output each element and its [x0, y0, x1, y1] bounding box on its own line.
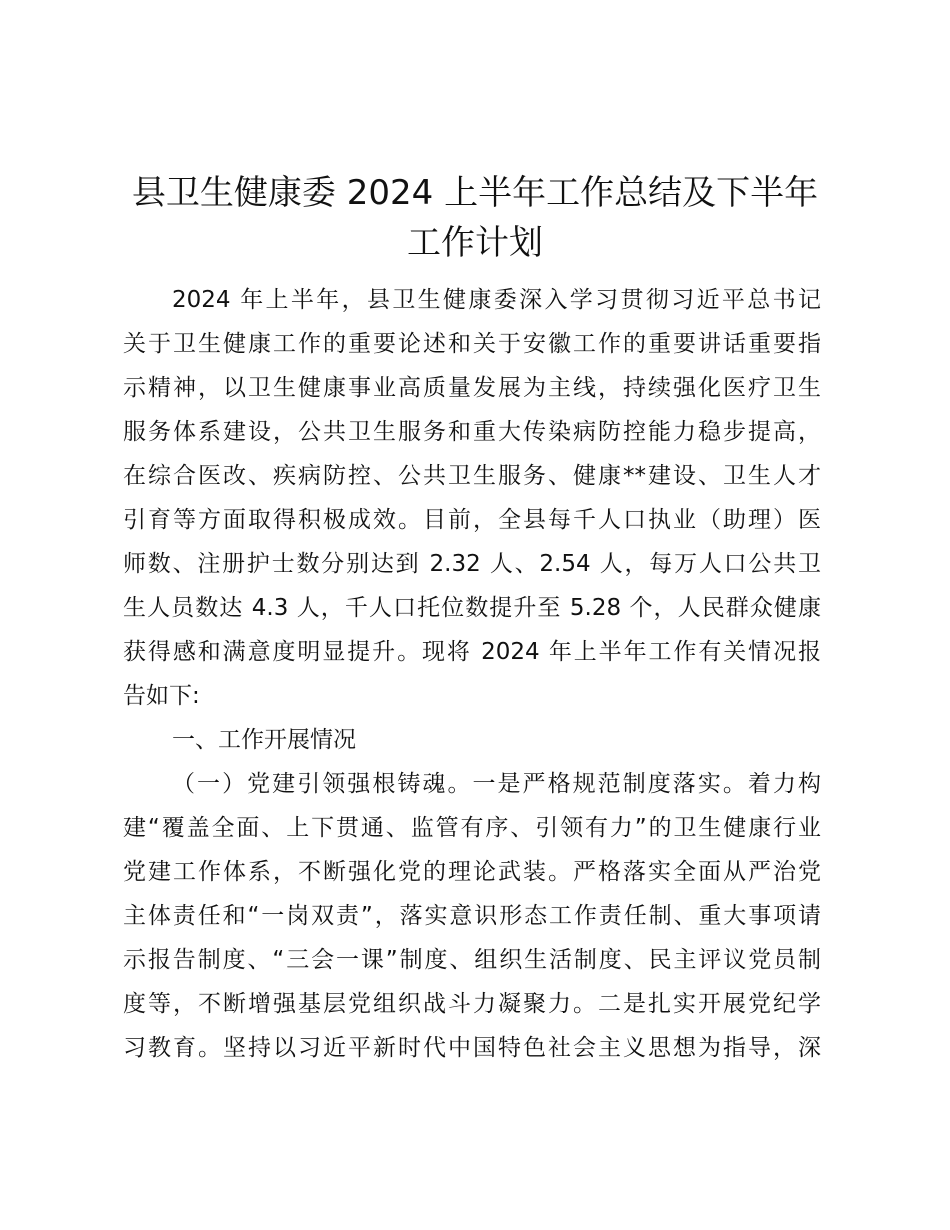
paragraph-line-15: 主体责任和“一岗双责”，落实意识形态工作责任制、重大事项请 [123, 903, 821, 929]
paragraph-line-16: 示报告制度、“三会一课”制度、组织生活制度、民主评议党员制 [123, 947, 821, 973]
paragraph-line-14: 党建工作体系，不断强化党的理论武装。严格落实全面从严治党 [123, 859, 821, 885]
paragraph-line-17: 度等，不断增强基层党组织战斗力凝聚力。二是扎实开展党纪学 [123, 991, 821, 1017]
paragraph-line-7: 师数、注册护士数分别达到 2.32 人、2.54 人，每万人口公共卫 [123, 551, 821, 577]
paragraph-line-1: 2024 年上半年，县卫生健康委深入学习贯彻习近平总书记 [172, 287, 821, 313]
paragraph-line-13: 建“覆盖全面、上下贯通、监管有序、引领有力”的卫生健康行业 [123, 815, 821, 841]
document-title-line-1: 县卫生健康委 2024 上半年工作总结及下半年 [131, 173, 819, 213]
paragraph-line-3: 示精神，以卫生健康事业高质量发展为主线，持续强化医疗卫生 [123, 375, 821, 401]
paragraph-line-4: 服务体系建设，公共卫生服务和重大传染病防控能力稳步提高， [123, 419, 821, 445]
paragraph-line-9: 获得感和满意度明显提升。现将 2024 年上半年工作有关情况报 [123, 639, 821, 665]
paragraph-line-6: 引育等方面取得积极成效。目前，全县每千人口执业（助理）医 [123, 507, 821, 533]
paragraph-line-10: 告如下: [123, 683, 200, 709]
paragraph-line-2: 关于卫生健康工作的重要论述和关于安徽工作的重要讲话重要指 [123, 331, 821, 357]
paragraph-line-8: 生人员数达 4.3 人，千人口托位数提升至 5.28 个，人民群众健康 [123, 595, 821, 621]
document-title-line-2: 工作计划 [407, 223, 543, 263]
paragraph-line-5: 在综合医改、疾病防控、公共卫生服务、健康**建设、卫生人才 [123, 463, 821, 489]
section-heading: 一、工作开展情况 [172, 727, 356, 753]
paragraph-line-12: （一）党建引领强根铸魂。一是严格规范制度落实。着力构 [172, 771, 821, 797]
paragraph-line-18: 习教育。坚持以习近平新时代中国特色社会主义思想为指导，深 [123, 1035, 821, 1061]
